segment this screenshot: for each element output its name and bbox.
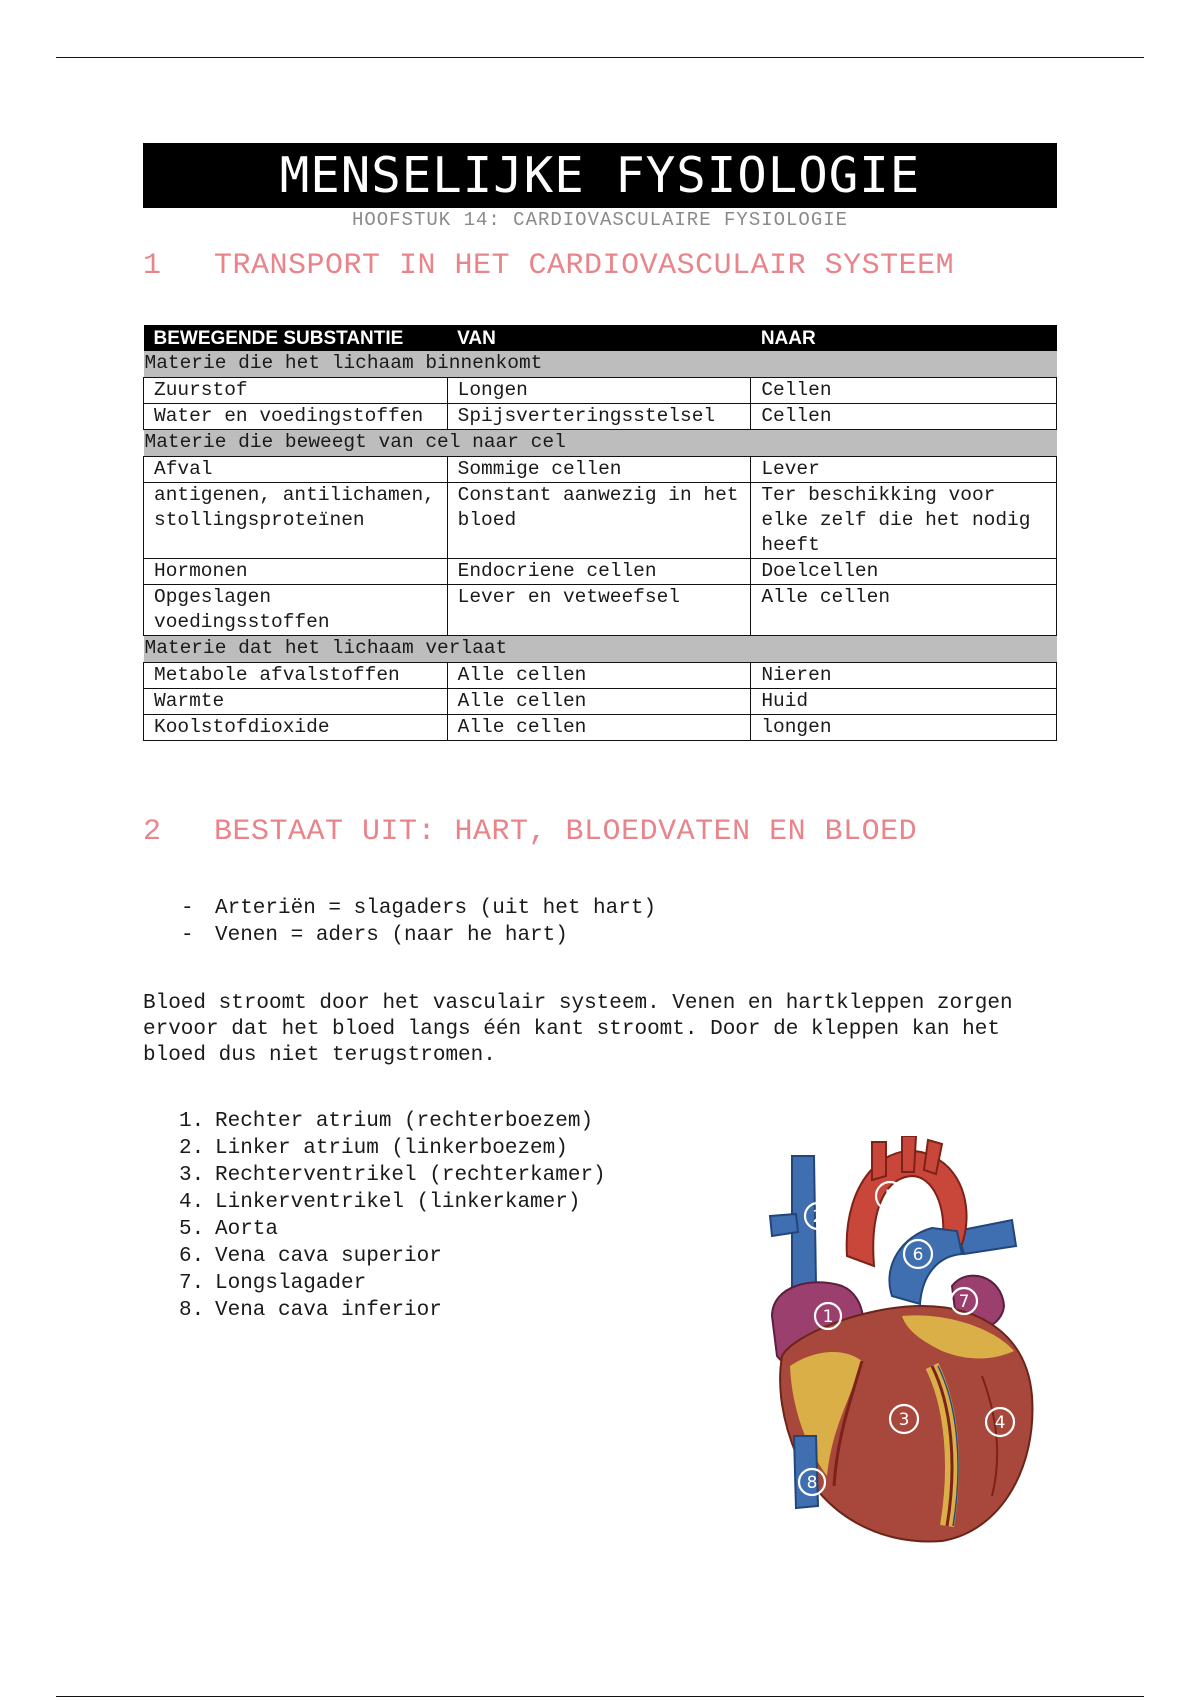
list-item-text: Longslagader bbox=[215, 1272, 367, 1295]
heart-marker-label: 2 bbox=[812, 1207, 824, 1227]
dash-marker: - bbox=[181, 897, 194, 920]
table-cell: Spijsverteringsstelsel bbox=[447, 404, 751, 430]
list-item bbox=[181, 922, 656, 949]
section-title: TRANSPORT IN HET CARDIOVASCULAIR SYSTEEM bbox=[214, 249, 955, 283]
table-row bbox=[144, 483, 1057, 559]
column-header: VAN bbox=[447, 325, 751, 351]
table-row bbox=[144, 457, 1057, 483]
table-cell: Hormonen bbox=[144, 559, 448, 585]
table-cell: Afval bbox=[144, 457, 448, 483]
list-number: 5. bbox=[179, 1218, 205, 1241]
table-cell: longen bbox=[751, 715, 1057, 741]
table-row bbox=[144, 585, 1057, 636]
list-item-text: Linker atrium (linkerboezem) bbox=[215, 1137, 568, 1160]
table-cell: Zuurstof bbox=[144, 378, 448, 404]
heart-marker-label: 8 bbox=[806, 1473, 818, 1493]
list-item bbox=[179, 1162, 606, 1189]
list-number: 8. bbox=[179, 1299, 205, 1322]
column-header: BEWEGENDE SUBSTANTIE bbox=[144, 325, 448, 351]
column-header: NAAR bbox=[751, 325, 1057, 351]
heart-marker-label: 5 bbox=[884, 1187, 896, 1207]
heart-parts-list bbox=[179, 1108, 606, 1324]
heart-marker-label: 6 bbox=[912, 1245, 924, 1265]
heart-illustration bbox=[752, 1136, 1062, 1546]
list-number: 6. bbox=[179, 1245, 205, 1268]
section-2-heading bbox=[143, 815, 917, 849]
top-rule bbox=[56, 57, 1144, 58]
page-title: MENSELIJKE FYSIOLOGIE bbox=[143, 143, 1057, 208]
heart-marker-label: 1 bbox=[822, 1307, 834, 1327]
vessel-list bbox=[181, 895, 656, 949]
body-paragraph: Bloed stroomt door het vasculair systeem. Venen en hartkleppen zorgen ervoor dat het bloed langs één kant stroomt. Door de kleppen kan het bloed dus niet terugstromen. bbox=[143, 992, 1013, 1067]
list-item bbox=[179, 1135, 606, 1162]
table-cell: Alle cellen bbox=[447, 715, 751, 741]
group-label: Materie die het lichaam binnenkomt bbox=[144, 351, 1057, 378]
list-number: 1. bbox=[179, 1110, 205, 1133]
dash-marker: - bbox=[181, 924, 194, 947]
table-cell: Alle cellen bbox=[447, 663, 751, 689]
table-group-row bbox=[144, 351, 1057, 378]
list-item-text: Linkerventrikel (linkerkamer) bbox=[215, 1191, 581, 1214]
table-group-row bbox=[144, 430, 1057, 457]
table-group-row bbox=[144, 636, 1057, 663]
table-cell: Huid bbox=[751, 689, 1057, 715]
transport-table bbox=[143, 325, 1057, 741]
list-item-text: Vena cava inferior bbox=[215, 1299, 442, 1322]
list-item-text: Rechter atrium (rechterboezem) bbox=[215, 1110, 594, 1133]
list-item-text: Aorta bbox=[215, 1218, 279, 1241]
table-cell: Koolstofdioxide bbox=[144, 715, 448, 741]
heart-marker-label: 3 bbox=[898, 1410, 910, 1430]
list-number: 7. bbox=[179, 1272, 205, 1295]
table-cell: Alle cellen bbox=[447, 689, 751, 715]
section-number: 1 bbox=[143, 249, 162, 283]
list-number: 2. bbox=[179, 1137, 205, 1160]
list-item bbox=[179, 1243, 606, 1270]
table-cell: Alle cellen bbox=[751, 585, 1057, 636]
list-item bbox=[179, 1297, 606, 1324]
table-cell: Ter beschikking voor elke zelf die het nodig heeft bbox=[751, 483, 1057, 559]
table-row bbox=[144, 378, 1057, 404]
group-label: Materie die beweegt van cel naar cel bbox=[144, 430, 1057, 457]
table-cell: Lever en vetweefsel bbox=[447, 585, 751, 636]
group-label: Materie dat het lichaam verlaat bbox=[144, 636, 1057, 663]
table-row bbox=[144, 715, 1057, 741]
table-cell: Endocriene cellen bbox=[447, 559, 751, 585]
table-row bbox=[144, 663, 1057, 689]
section-title: BESTAAT UIT: HART, BLOEDVATEN EN BLOED bbox=[214, 815, 918, 849]
list-item bbox=[179, 1216, 606, 1243]
table-cell: Cellen bbox=[751, 378, 1057, 404]
table-cell: Water en voedingstoffen bbox=[144, 404, 448, 430]
list-item bbox=[179, 1108, 606, 1135]
table-cell: Metabole afvalstoffen bbox=[144, 663, 448, 689]
table-cell: Lever bbox=[751, 457, 1057, 483]
list-item-text: Arteriën = slagaders (uit het hart) bbox=[215, 897, 657, 920]
list-item-text: Venen = aders (naar he hart) bbox=[215, 924, 568, 947]
table-header-row bbox=[144, 325, 1057, 351]
page-subtitle: HOOFSTUK 14: CARDIOVASCULAIRE FYSIOLOGIE bbox=[351, 209, 849, 231]
heart-marker-label: 4 bbox=[994, 1413, 1006, 1433]
bottom-rule bbox=[56, 1696, 1144, 1697]
table-cell: Doelcellen bbox=[751, 559, 1057, 585]
list-item-text: Rechterventrikel (rechterkamer) bbox=[215, 1164, 606, 1187]
table-cell: Cellen bbox=[751, 404, 1057, 430]
table-row bbox=[144, 404, 1057, 430]
table-cell: antigenen, antilichamen, stollingsproteïnen bbox=[144, 483, 448, 559]
table-cell: Longen bbox=[447, 378, 751, 404]
table-row bbox=[144, 689, 1057, 715]
section-1-heading bbox=[143, 249, 1057, 303]
table-cell: Constant aanwezig in het bloed bbox=[447, 483, 751, 559]
list-item bbox=[181, 895, 656, 922]
heart-marker-label: 7 bbox=[958, 1292, 970, 1312]
list-item bbox=[179, 1189, 606, 1216]
list-item bbox=[179, 1270, 606, 1297]
list-number: 3. bbox=[179, 1164, 205, 1187]
table-cell: Warmte bbox=[144, 689, 448, 715]
table-row bbox=[144, 559, 1057, 585]
table-cell: Sommige cellen bbox=[447, 457, 751, 483]
table-cell: Opgeslagen voedingsstoffen bbox=[144, 585, 448, 636]
list-number: 4. bbox=[179, 1191, 205, 1214]
table-cell: Nieren bbox=[751, 663, 1057, 689]
list-item-text: Vena cava superior bbox=[215, 1245, 442, 1268]
page-content bbox=[143, 143, 1057, 1322]
section-number: 2 bbox=[143, 815, 162, 849]
